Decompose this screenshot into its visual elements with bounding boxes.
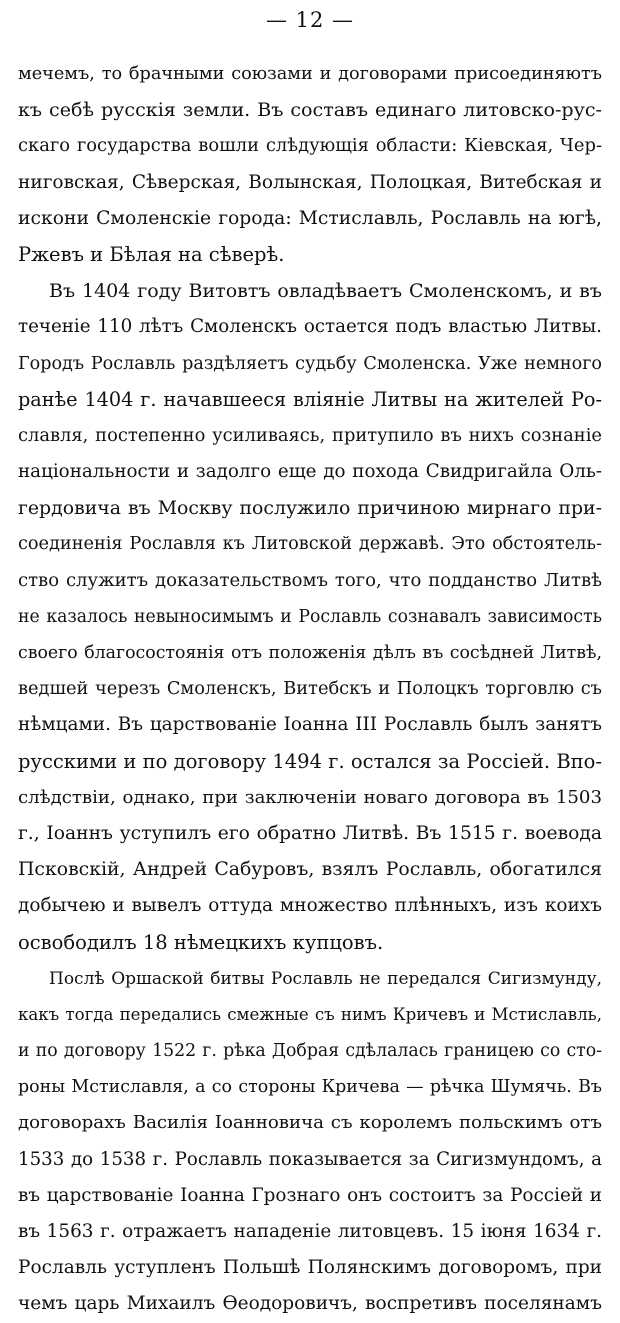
paragraph-3 — [18, 961, 602, 1323]
text-line: ранѣе 1404 г. начавшееся вліяніе Литвы на жителей Ро- — [18, 387, 602, 411]
text-line: и по договору 1522 г. рѣка Добрая сдѣлалась границею со сто- — [18, 1041, 602, 1062]
text-line: въ 1563 г. отражаетъ нападеніе литовцевъ. 15 іюня 1634 г. — [18, 1221, 602, 1242]
document-body — [18, 56, 602, 1323]
text-line: добычею и вывелъ оттуда множество плѣнныхъ, изъ коихъ — [18, 895, 602, 917]
text-line: искони Смоленскіе города: Мстиславль, Рославль на югѣ, — [18, 207, 602, 229]
text-line: договорахъ Василія Іоанновича съ королемъ польскимъ отъ — [18, 1112, 602, 1134]
text-line: Городъ Рославль раздѣляетъ судьбу Смоленска. Уже немного — [18, 353, 602, 374]
text-line: ство служитъ доказательствомъ того, что подданство Литвѣ — [18, 569, 602, 591]
text-line: соединенія Рославля къ Литовской державѣ. Это обстоятель- — [18, 534, 602, 555]
text-line: Псковскій, Андрей Сабуровъ, взялъ Рославль, обогатился — [18, 859, 602, 881]
text-line: національности и задолго еще до похода Свидригайла Оль- — [18, 461, 602, 483]
text-line: нѣмцами. Въ царствованіе Іоанна III Рославль былъ занятъ — [18, 714, 602, 736]
text-line: Послѣ Оршаской битвы Рославль не передался Сигизмунду, — [49, 968, 602, 989]
text-line: роны Мстиславля, а со стороны Кричева — рѣчка Шумячь. Въ — [18, 1077, 602, 1098]
paragraph-2 — [18, 273, 602, 961]
text-line: какъ тогда передались смежные съ нимъ Кричевъ и Мстиславль, — [18, 1004, 602, 1024]
text-line: русскими и по договору 1494 г. остался за Россіей. Впо- — [18, 749, 602, 773]
text-line: 1533 до 1538 г. Рославль показывается за Сигизмундомъ, а — [18, 1148, 602, 1170]
text-line: чемъ царь Михаилъ Ѳеодоровичъ, воспретивъ поселянамъ — [18, 1293, 602, 1315]
text-line: Рославль уступленъ Польшѣ Полянскимъ договоромъ, при — [18, 1257, 602, 1279]
text-line: ведшей черезъ Смоленскъ, Витебскъ и Полоцкъ торговлю съ — [18, 678, 602, 700]
text-line: мечемъ, то брачными союзами и договорами присоединяютъ — [18, 64, 602, 84]
text-line: г., Іоаннъ уступилъ его обратно Литвѣ. Въ 1515 г. воевода — [18, 822, 602, 844]
text-line: гердовича въ Москву послужило причиною мирнаго при- — [18, 497, 602, 520]
text-line: скаго государства вошли слѣдующія области: Кіевская, Чер- — [18, 135, 602, 157]
text-line: своего благосостоянія отъ положенія дѣлъ въ сосѣдней Литвѣ, — [18, 643, 602, 663]
text-line: ниговская, Сѣверская, Волынская, Полоцкая, Витебская и — [18, 171, 602, 193]
text-line: слѣдствіи, однако, при заключеніи новаго договора въ 1503 — [18, 786, 602, 808]
paragraph-1 — [18, 56, 602, 273]
text-line: Ржевъ и Бѣлая на сѣверѣ. — [18, 242, 285, 266]
text-line: теченіе 110 лѣтъ Смоленскъ остается подъ властью Литвы. — [18, 316, 602, 338]
text-line: освободилъ 18 нѣмецкихъ купцовъ. — [18, 930, 384, 954]
text-line: къ себѣ русскія земли. Въ составъ единаго литовско-рус- — [18, 99, 602, 122]
text-line: не казалось невыносимымъ и Рославль сознавалъ зависимость — [18, 606, 602, 627]
text-line: славля, постепенно усиливаясь, притупило въ нихъ сознаніе — [18, 424, 602, 446]
text-line: въ царствованіе Іоанна Грознаго онъ состоитъ за Россіей и — [18, 1184, 602, 1206]
text-line: Въ 1404 году Витовтъ овладѣваетъ Смоленскомъ, и въ — [49, 280, 602, 303]
page-number: — 12 — — [265, 8, 355, 32]
